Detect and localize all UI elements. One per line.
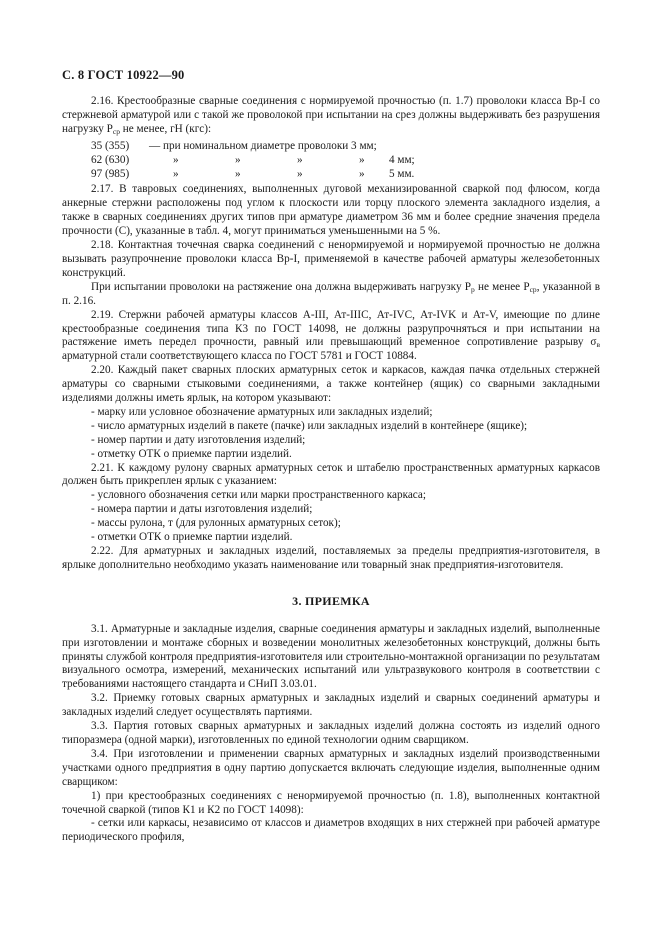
paragraph-2-21: 2.21. К каждому рулону сварных арматурных сеток и штабелю пространственных арматурных каркасов должен быть прикреплен ярлык с указанием: — [62, 461, 600, 488]
list-item: - массы рулона, т (для рулонных арматурных сеток); — [91, 517, 341, 530]
list-item: - число арматурных изделий в пакете (пачке) или закладных изделий в контейнере (ящике); — [91, 419, 528, 432]
list-item: - отметку ОТК о приемке партии изделий. — [91, 447, 292, 460]
ditto-mark: » — [173, 167, 179, 180]
paragraph-2-17: 2.17. В тавровых соединениях, выполненных дуговой механизированной сваркой под флюсом, когда анкерные стержни расположены под углом к плоскости или торцу плоского элемента закладного изделия, а также в сварных соединениях других типов при арматуре диаметром 36 мм и более средние значения предела прочности (С), указанные в табл. 4, могут приниматься уменьшенными на 5 %. — [62, 183, 600, 238]
ditto-mark: » — [235, 153, 241, 166]
ditto-mark: » — [359, 153, 365, 166]
list-item: - отметки ОТК о приемке партии изделий. — [91, 531, 293, 544]
paragraph-2-18-tension: При испытании проволоки на растяжение она должна выдерживать нагрузку $P_р$ не менее $P_{ср}$, указанной в п. 2.16. — [62, 280, 600, 307]
document-body — [62, 95, 600, 845]
list-item: - марку или условное обозначение арматурных или закладных изделий; — [91, 405, 433, 418]
paragraph-3-2: 3.2. Приемку готовых сварных арматурных и закладных изделий и сварных соединений арматуры и закладных изделий следует осуществлять партиями. — [62, 692, 600, 719]
ditto-mark: » — [173, 153, 179, 166]
ditto-mark: » — [297, 153, 303, 166]
paragraph-2-16: 2.16. Крестообразные сварные соединения с нормируемой прочностью (п. 1.7) проволоки класса Вр-I со стержневой арматурой или с такой же проволокой при испытании на срез должны выдерживать без разрушения нагрузку $P_{ср}$ не менее, гН (кгс): — [62, 95, 600, 136]
load-row — [91, 168, 600, 182]
ditto-mark: » — [359, 167, 365, 180]
diameter: 5 мм. — [389, 167, 415, 180]
diameter: 4 мм; — [389, 153, 415, 166]
paragraph-3-3: 3.3. Партия готовых сварных арматурных и закладных изделий должна состоять из изделий одного типоразмера (одной марки), изготовленных по единой технологии одним сварщиком. — [62, 720, 600, 746]
paragraph-3-4-1-a: - сетки или каркасы, независимо от классов и диаметров входящих в них стержней при рабочей арматуре периодического профиля, — [62, 817, 600, 844]
load-text: — при номинальном диаметре проволоки 3 мм; — [149, 139, 377, 152]
list-item: - номера партии и даты изготовления изделий; — [91, 503, 313, 516]
list-item: - условного обозначения сетки или марки пространственного каркаса; — [91, 489, 426, 502]
paragraph-3-4-1: 1) при крестообразных соединениях с ненормируемой прочностью (п. 1.8), выполненных контактной точечной сваркой (типов К1 и К2 по ГОСТ 14098): — [62, 789, 600, 816]
label-list-2-20 — [62, 406, 600, 462]
section-heading: 3. ПРИЕМКА — [292, 593, 370, 608]
paragraph-2-22: 2.22. Для арматурных и закладных изделий, поставляемых за пределы предприятия-изготовителя, в ярлыке дополнительно необходимо указать наименование или товарный знак предприятия-изготовителя. — [62, 545, 600, 571]
page-header: С. 8 ГОСТ 10922—90 — [62, 68, 185, 82]
load-row — [91, 140, 600, 154]
ditto-mark: » — [235, 167, 241, 180]
load-value: 35 (355) — [91, 139, 130, 152]
label-list-2-21 — [62, 489, 600, 545]
list-item: - номер партии и дату изготовления изделий; — [91, 433, 306, 446]
load-row — [91, 154, 600, 168]
paragraph-2-19: 2.19. Стержни рабочей арматуры классов А-III, Ат-IIIC, Ат-IVC, Ат-IVK и Ат-V, имеющие по длине крестообразные соединения типа К3 по ГОСТ 14098, не должны разрупрочняться и при испытании на растяжение иметь передел прочности, равный или превышающий временное сопротивление разрыву $\sigma_в$ арматурной стали соответствующего класса по ГОСТ 5781 и ГОСТ 10884. — [62, 308, 600, 363]
paragraph-3-4: 3.4. При изготовлении и применении сварных арматурных и закладных изделий производственными участками одного предприятия в одну партию допускается включать следующие изделия, выполненные одним сварщиком: — [62, 747, 600, 788]
paragraph-2-18: 2.18. Контактная точечная сварка соединений с ненормируемой и нормируемой прочностью не должна вызывать разупрочнение проволоки класса Вр-I, применяемой в качестве рабочей арматуры железобетонных конструкций. — [62, 239, 600, 279]
load-table — [62, 140, 600, 182]
load-value: 62 (630) — [91, 153, 130, 166]
load-value: 97 (985) — [91, 167, 130, 180]
paragraph-3-1: 3.1. Арматурные и закладные изделия, сварные соединения арматуры и закладных изделий, выполненные при изготовлении и монтаже сборных и возведении монолитных железобетонных конструкций, должны быть приняты службой контроля предприятия-изготовителя или строительно-монтажной организации по результатам визуального осмотра, измерений, механических испытаний или ультразвукового контроля в соответствии с требованиями настоящего стандарта и СНиП 3.03.01. — [62, 622, 600, 691]
ditto-mark: » — [297, 167, 303, 180]
paragraph-2-20: 2.20. Каждый пакет сварных плоских арматурных сеток и каркасов, каждая пачка отдельных стержней арматуры со сварными стыковыми соединениями, а также контейнер (ящик) со сварными закладными изделиями должны иметь ярлык, на котором указывают: — [62, 364, 600, 405]
